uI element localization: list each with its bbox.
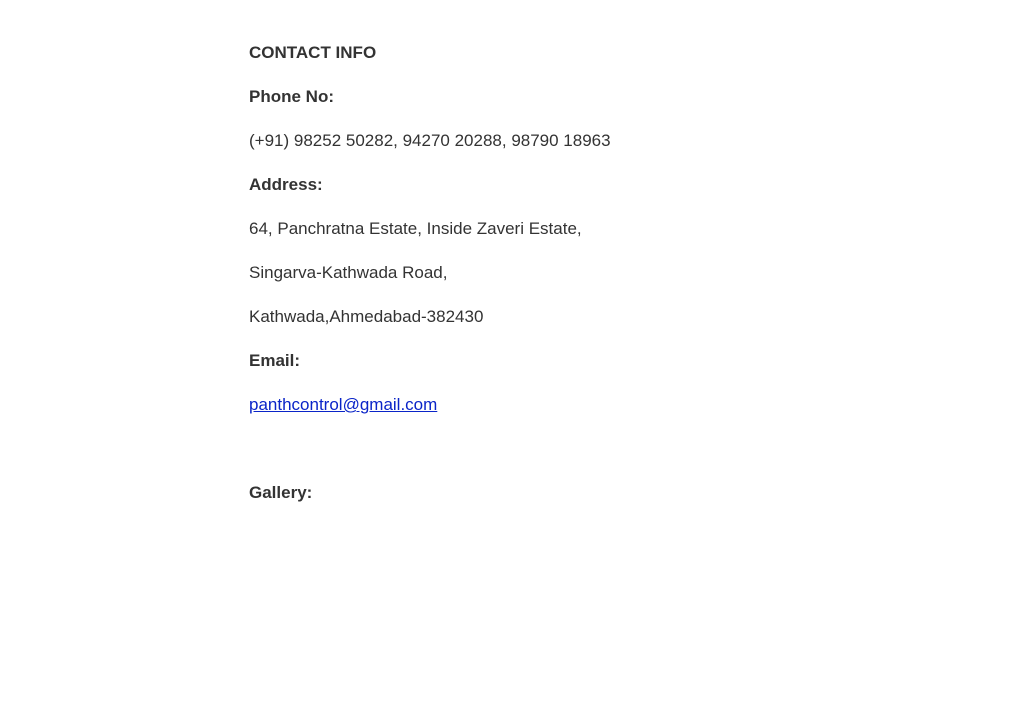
phone-label: Phone No:: [249, 87, 334, 106]
address-line-3: Kathwada,Ahmedabad-382430: [249, 307, 484, 326]
gallery-label: Gallery:: [249, 483, 313, 502]
address-line-2: Singarva-Kathwada Road,: [249, 263, 448, 282]
address-line-1: 64, Panchratna Estate, Inside Zaveri Estate,: [249, 219, 582, 238]
email-label: Email:: [249, 351, 301, 370]
contact-info-heading: CONTACT INFO: [249, 43, 377, 62]
phone-numbers: (+91) 98252 50282, 94270 20288, 98790 18963: [249, 131, 611, 150]
address-label: Address:: [249, 175, 323, 194]
email-link[interactable]: panthcontrol@gmail.com: [249, 395, 438, 414]
